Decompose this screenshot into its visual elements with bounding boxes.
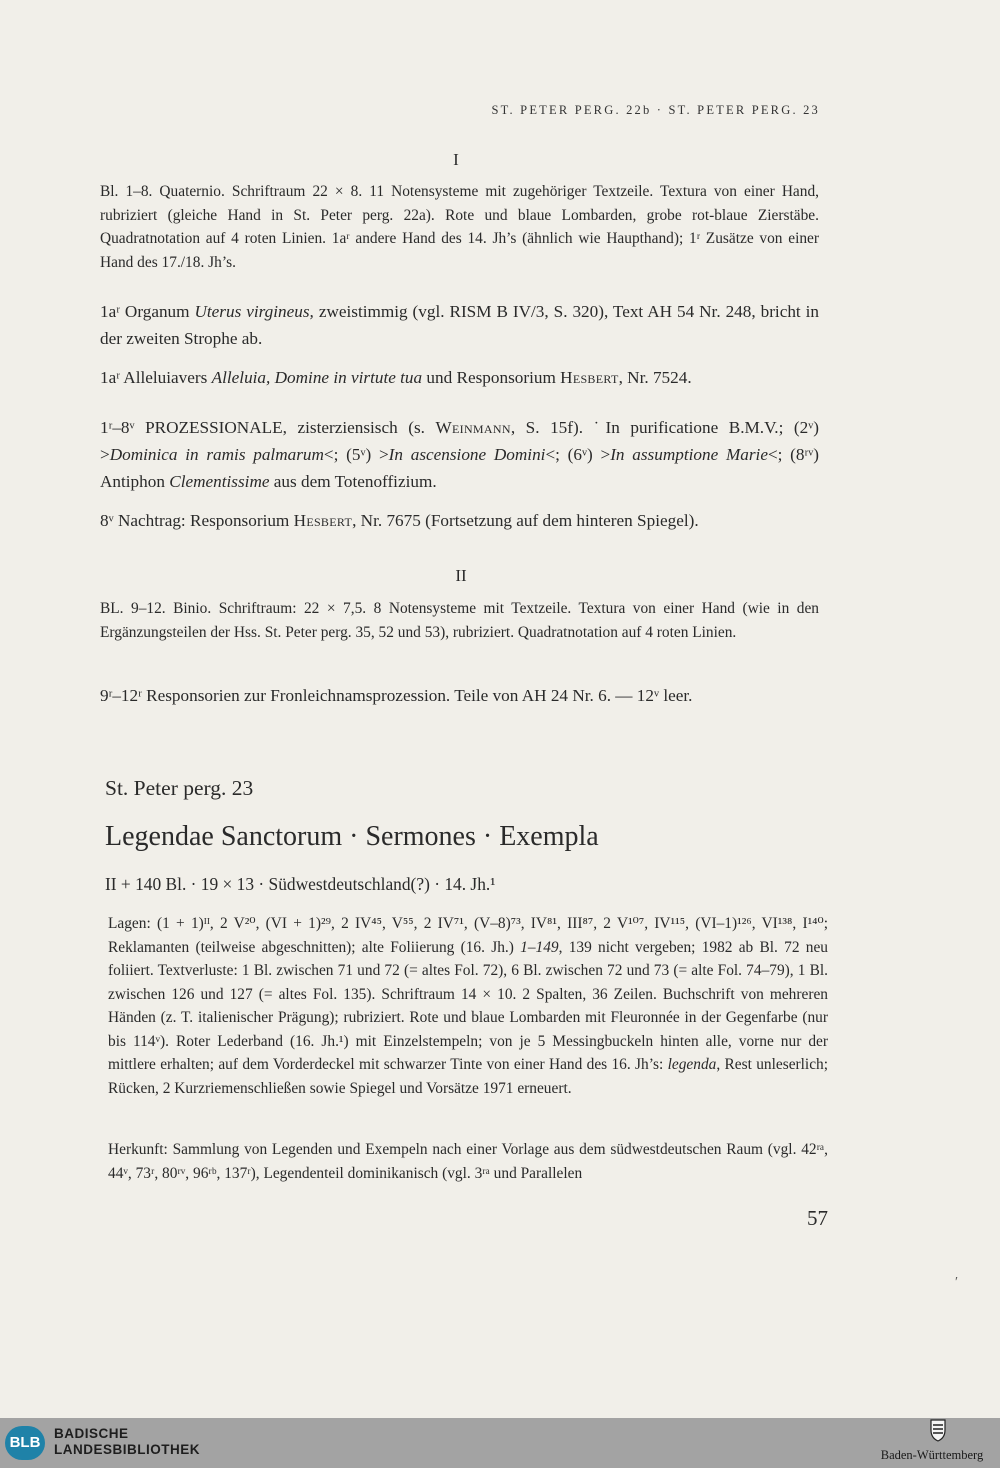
state-label: Baden-Württemberg (880, 1448, 984, 1462)
manuscript-meta: II + 140 Bl. · 19 × 13 · Südwestdeutschland(?) · 14. Jh.¹ (105, 874, 496, 894)
stray-mark: ′ (955, 1275, 959, 1290)
manuscript-herkunft: Herkunft: Sammlung von Legenden und Exempeln nach einer Vorlage aus dem südwestdeutschen Raum (vgl. 42ʳᵃ, 44ᵛ, 73ʳ, 80ʳᵛ, 96ʳᵇ, 137ʳ), Legendenteil dominikanisch (vgl. 3ʳᵃ und Parallelen (108, 1141, 828, 1182)
blb-logo[interactable]: BLB (5, 1426, 45, 1460)
viewer-footer-bar (0, 1418, 1000, 1468)
coat-of-arms-icon (928, 1418, 948, 1442)
library-name[interactable]: BADISCHE LANDESBIBLIOTHEK (54, 1426, 200, 1457)
entry-responsorien: 9ʳ–12ʳ Responsorien zur Fronleichnamsprozession. Teile von AH 24 Nr. 6. — 12ᵛ leer. (100, 686, 693, 705)
section-ii-description: BL. 9–12. Binio. Schriftraum: 22 × 7,5. 8 Notensysteme mit Textzeile. Textura von einer Hand (wie in den Ergänzungsteilen der Hss. St. Peter perg. 35, 52 und 53), rubriziert. Quadratnotation auf 4 roten Linien. (100, 600, 819, 641)
section-i-description: Bl. 1–8. Quaternio. Schriftraum 22 × 8. 11 Notensysteme mit zugehöriger Textzeile. Textura von einer Hand, rubriziert (gleiche Hand in St. Peter perg. 22a). Rote und blaue Lombarden, grobe rot-blaue Zierstäbe. Quadratnotation auf 4 roten Linien. 1aʳ andere Hand des 14. Jh’s (ähnlich wie Haupthand); 1ʳ Zusätze von einer Hand des 17./18. Jh’s. (100, 183, 819, 271)
entry-alleluia: 1aʳ Alleluiavers Alleluia, Domine in virtute tua und Responsorium Hesbert, Nr. 7524. (100, 368, 692, 387)
manuscript-heading: Legendae Sanctorum · Sermones · Exempla (105, 821, 599, 852)
manuscript-lagen: Lagen: (1 + 1)ᴵᴵ, 2 V²⁰, (VI + 1)²⁹, 2 IV⁴⁵, V⁵⁵, 2 IV⁷¹, (V–8)⁷³, IV⁸¹, III⁸⁷, 2 V¹⁰⁷, IV¹¹⁵, (VI–1)¹²⁶, VI¹³⁸, I¹⁴⁰; Reklamanten (teilweise abgeschnitten); alte Foliierung (16. Jh.) 1–149, 139 nicht vergeben; 1982 ab Bl. 72 neu foliiert. Textverluste: 1 Bl. zwischen 71 und 72 (= altes Fol. 72), 6 Bl. zwischen 72 und 73 (= alte Fol. 74–79), 1 Bl. zwischen 126 und 127 (= altes Fol. 135). Schriftraum 14 × 10. 2 Spalten, 36 Zeilen. Buchschrift von mehreren Händen (z. T. italienischer Prägung); rubriziert. Rote und blaue Lombarden mit Fleuronnée in der Gegenfarbe (nur bis 114ᵛ). Roter Lederband (16. Jh.¹) mit Einzelstempeln; von je 5 Messingbuckeln hinten alle, vorne nur der mittlere erhalten; auf dem Vorderdeckel mit schwarzer Tinte von einer Hand des 16. Jh’s: legenda, Rest unleserlich; Rücken, 2 Kurzriemenschließen sowie Spiegel und Vorsätze 1971 erneuert. (108, 915, 829, 1097)
manuscript-shelfmark: St. Peter perg. 23 (105, 776, 254, 800)
entry-prozessionale: 1ʳ–8ᵛ PROZESSIONALE, zisterziensisch (s. Weinmann, S. 15f). ˙In purificatione B.M.V.; (2ᵛ) >Dominica in ramis palmarum<; (5ᵛ) >In ascensione Domini<; (6ᵛ) >In assumptione Marie<; (8ʳᵛ) Antiphon Clementissime aus dem Totenoffizium. (100, 418, 819, 491)
running-head: ST. PETER PERG. 22b · ST. PETER PERG. 23 (491, 103, 820, 117)
page-number: 57 (807, 1206, 828, 1230)
entry-nachtrag: 8ᵛ Nachtrag: Responsorium Hesbert, Nr. 7675 (Fortsetzung auf dem hinteren Spiegel). (100, 511, 699, 530)
entry-organum: 1aʳ Organum Uterus virgineus, zweistimmig (vgl. RISM B IV/3, S. 320), Text AH 54 Nr. 248, bricht in der zweiten Strophe ab. (100, 302, 820, 348)
section-numeral-i: I (453, 150, 459, 169)
section-numeral-ii: II (455, 566, 467, 585)
